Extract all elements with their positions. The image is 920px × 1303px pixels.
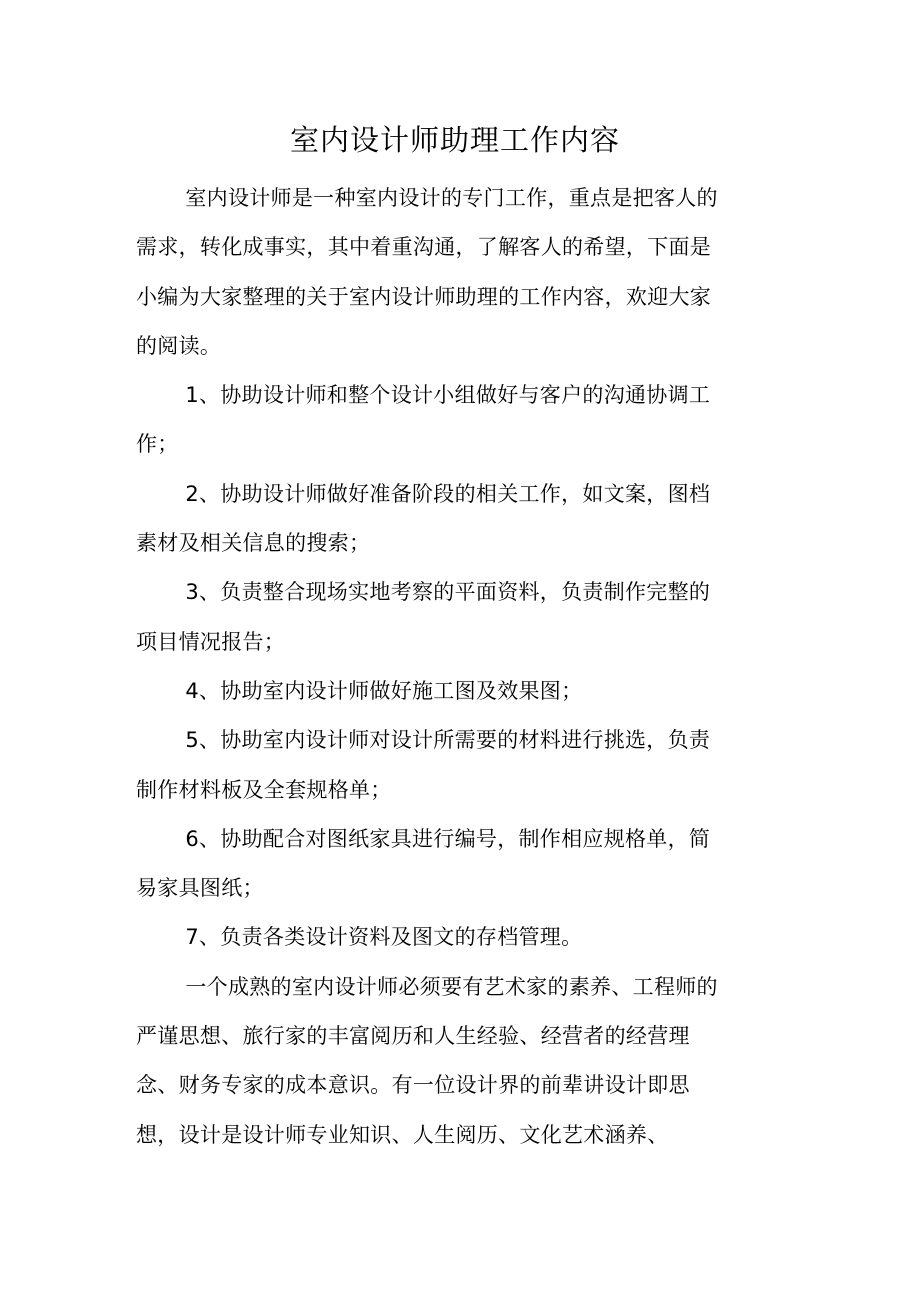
document-title: 室内设计师助理工作内容 bbox=[289, 123, 620, 157]
list-item-3: 3、负责整合现场实地考察的平面资料，负责制作完整的项目情况报告； bbox=[136, 580, 711, 654]
list-item-2: 2、协助设计师做好准备阶段的相关工作，如文案，图档素材及相关信息的搜索； bbox=[136, 481, 711, 556]
list-item-6: 6、协助配合对图纸家具进行编号，制作相应规格单，简易家具图纸； bbox=[136, 826, 711, 901]
closing-paragraph: 一个成熟的室内设计师必须要有艺术家的素养、工程师的严谨思想、旅行家的丰富阅历和人生经验、经营者的经营理念、财务专家的成本意识。有一位设计界的前辈讲设计即思想，设计是设计师专业知识、人生阅历、文化艺术涵养、 bbox=[136, 974, 718, 1147]
list-item-7: 7、负责各类设计资料及图文的存档管理。 bbox=[185, 925, 583, 950]
document-body bbox=[136, 174, 726, 1160]
list-item-5: 5、协助室内设计师对设计所需要的材料进行挑选，负责制作材料板及全套规格单； bbox=[136, 728, 711, 802]
list-item-4: 4、协助室内设计师做好施工图及效果图； bbox=[185, 678, 583, 703]
intro-paragraph: 室内设计师是一种室内设计的专门工作，重点是把客人的需求，转化成事实，其中着重沟通，了解客人的希望，下面是小编为大家整理的关于室内设计师助理的工作内容，欢迎大家的阅读。 bbox=[136, 186, 718, 358]
list-item-1: 1、协助设计师和整个设计小组做好与客户的沟通协调工作； bbox=[136, 383, 711, 457]
